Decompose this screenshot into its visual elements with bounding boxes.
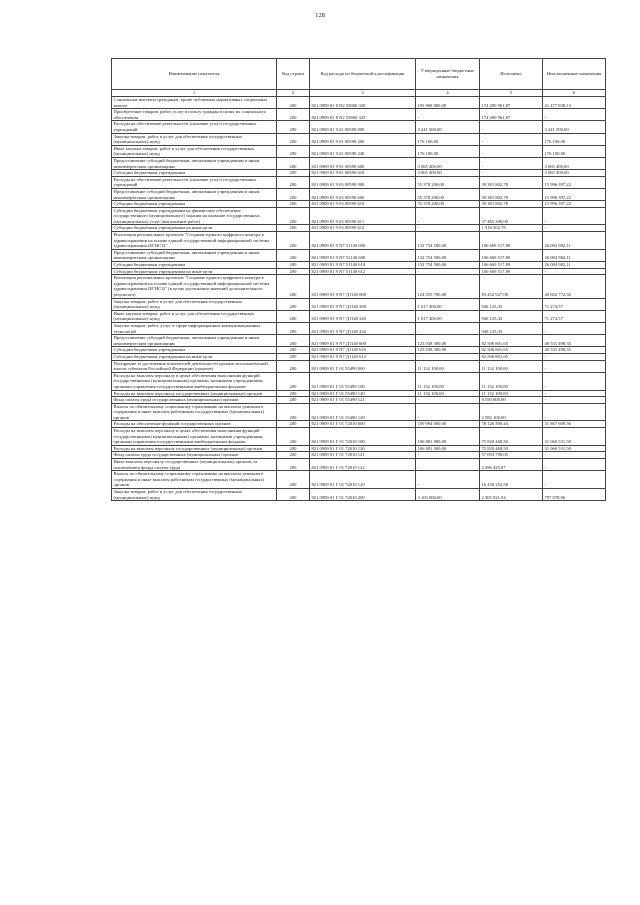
table-row (112, 445, 606, 452)
cell-approved: - (416, 225, 480, 232)
table-row (112, 489, 606, 501)
table-row (112, 176, 606, 188)
table-row (112, 207, 606, 225)
cell-done: - (480, 133, 543, 145)
cell-done: 2 582 100,00 (480, 403, 543, 421)
cell-line-code: 200 (277, 360, 310, 372)
cell-approved: 123 038 300,00 (416, 335, 480, 347)
cell-rest: 26 084 982,11 (543, 262, 606, 269)
cell-kbk: 821 0909 01 8 N2 55860 323 (310, 109, 416, 121)
cell-rest: 3 065 400,00 (543, 157, 606, 169)
cell-approved: 132 754 500,00 (416, 232, 480, 250)
cell-done: 106 669 517,89 (480, 249, 543, 261)
cell-rest: 31 867 609,56 (543, 421, 606, 428)
cell-kbk: 821 0909 01 9 01 00590 200 (310, 133, 416, 145)
table-row (112, 397, 606, 404)
cell-done: 946 125,43 (480, 298, 543, 310)
cell-name: Расходы на обеспечение деятельности (оказание услуг) государственных учреждений (112, 121, 277, 133)
cell-kbk: 821 0909 01 9 03 00590 610 (310, 201, 416, 208)
cell-approved: - (416, 403, 480, 421)
cell-line-code: 200 (277, 403, 310, 421)
cell-approved: - (416, 109, 480, 121)
cell-line-code: 200 (277, 353, 310, 360)
cell-done: 8 550 000,00 (480, 397, 543, 404)
column-numbers-row (112, 90, 606, 97)
cell-approved: - (416, 322, 480, 334)
cell-name: Субсидии бюджетным учреждениям (112, 170, 277, 177)
cell-done: 174 490 961,87 (480, 97, 543, 109)
table-row (112, 121, 606, 133)
cell-line-code: 200 (277, 97, 310, 109)
cell-name: Социальные выплаты гражданам, кроме публичных нормативных социальных выплат (112, 97, 277, 109)
cell-name: Расходы на выплаты персоналу государственных (муниципальных) органов (112, 445, 277, 452)
cell-kbk: 821 0909 01 9 N7 Д1140 240 (310, 310, 416, 322)
page-number: 128 (315, 12, 325, 19)
table-row (112, 459, 606, 471)
table-row (112, 109, 606, 121)
cell-line-code: 200 (277, 489, 310, 501)
cell-done: 39 381 802,78 (480, 201, 543, 208)
table-row (112, 145, 606, 157)
cell-rest: - (543, 452, 606, 459)
table-row (112, 188, 606, 200)
cell-name: Иные закупки товаров, работ и услуг для обеспечения государственных (муниципальных) нужд (112, 145, 277, 157)
cell-rest: 71 274,57 (543, 310, 606, 322)
budget-table (111, 58, 606, 501)
cell-rest: - (543, 322, 606, 334)
cell-done: 16 430 252,58 (480, 471, 543, 489)
cell-name: Иные выплаты персоналу государственных (муниципальных) органов, за исключением фонда оплаты труда (112, 459, 277, 471)
cell-kbk: 821 0909 01 9 01 00590 610 (310, 170, 416, 177)
cell-name: Субсидии бюджетным учреждениям на финансовое обеспечение государственного (муниципального) задания на оказание государственных (муниципальных) услуг (выполнение работ) (112, 207, 277, 225)
cell-rest: 26 084 982,11 (543, 249, 606, 261)
cell-approved: - (416, 353, 480, 360)
table-row (112, 170, 606, 177)
col-number: 5 (480, 90, 543, 97)
cell-line-code: 200 (277, 459, 310, 471)
cell-line-code: 200 (277, 225, 310, 232)
cell-name: Закупка товаров, работ и услуг для обеспечения государственных (муниципальных) нужд (112, 489, 277, 501)
cell-approved: 55 378 200,00 (416, 176, 480, 188)
cell-approved: - (416, 459, 480, 471)
cell-approved: 1 017 400,00 (416, 310, 480, 322)
cell-approved: 123 038 300,00 (416, 347, 480, 354)
table-row (112, 232, 606, 250)
cell-name: Расходы на выплаты персоналу в целях обеспечения выполнения функций государственными (муниципальными) органами, казенными учреждениями, органами управления государственными внебюджетными фондами (112, 428, 277, 446)
cell-rest: 40 531 498,35 (543, 335, 606, 347)
table-row (112, 390, 606, 397)
cell-kbk: 821 0909 01 Г 01 72010 121 (310, 452, 416, 459)
cell-kbk: 821 0909 01 9 N7 Д1140 000 (310, 275, 416, 298)
cell-kbk: 821 0909 01 Г 01 72010 120 (310, 445, 416, 452)
cell-kbk: 821 0909 01 9 01 00590 600 (310, 157, 416, 169)
cell-line-code: 200 (277, 397, 310, 404)
cell-approved: - (416, 471, 480, 489)
cell-done: 82 506 801,65 (480, 353, 543, 360)
cell-done: 2 305 921,94 (480, 489, 543, 501)
cell-line-code: 200 (277, 121, 310, 133)
cell-kbk: 821 0909 01 9 N7 Д1140 610 (310, 347, 416, 354)
cell-kbk: 821 0909 01 Г 01 55490 121 (310, 397, 416, 404)
cell-rest: - (543, 109, 606, 121)
cell-name: Реализация региональных проектов "Создание единого цифрового контура в здравоохранении на основе единой государственной информационной системы здравоохранения (ЕГИСЗ)" (в целях достижения значений дополнительного результата) (112, 275, 277, 298)
cell-line-code: 200 (277, 207, 310, 225)
cell-done: 106 669 517,89 (480, 232, 543, 250)
cell-name: Взносы по обязательному социальному страхованию на выплаты денежного содержания и иные выплаты работникам государственных (муниципальных) органов (112, 403, 277, 421)
cell-name: Субсидии бюджетным учреждениям (112, 262, 277, 269)
cell-name: Расходы на обеспечение функций государственных органов (112, 421, 277, 428)
cell-done: 946 125,43 (480, 310, 543, 322)
cell-name: Субсидии бюджетным учреждениям на иные цели (112, 353, 277, 360)
cell-line-code: 200 (277, 249, 310, 261)
cell-kbk: 821 0909 01 Г 01 72010 122 (310, 459, 416, 471)
cell-done: 82 506 801,65 (480, 347, 543, 354)
cell-done: 1 916 502,78 (480, 225, 543, 232)
cell-approved: 106 881 000,00 (416, 445, 480, 452)
cell-line-code: 200 (277, 170, 310, 177)
cell-rest: - (543, 390, 606, 397)
cell-line-code: 200 (277, 428, 310, 446)
cell-kbk: 821 0909 01 Г 01 72010 000 (310, 421, 416, 428)
cell-rest: 3 241 500,00 (543, 121, 606, 133)
cell-line-code: 200 (277, 298, 310, 310)
table-row (112, 225, 606, 232)
cell-approved: 1 017 400,00 (416, 298, 480, 310)
col-number: 2 (277, 90, 310, 97)
cell-rest: 26 084 982,11 (543, 232, 606, 250)
cell-done: 11 132 100,00 (480, 360, 543, 372)
cell-approved: 132 754 500,00 (416, 249, 480, 261)
cell-approved: 132 754 500,00 (416, 262, 480, 269)
cell-rest: - (543, 225, 606, 232)
cell-name: Расходы на выплаты персоналу в целях обеспечения выполнения функций государственными (муниципальными) органами, казенными учреждениями, органами управления государственными внебюджетными фондами (112, 372, 277, 390)
cell-name: Предоставление субсидий бюджетным, автономным учреждениям и иным некоммерческим организациям (112, 157, 277, 169)
cell-rest: - (543, 397, 606, 404)
cell-approved: 3 103 000,00 (416, 489, 480, 501)
cell-kbk: 821 0909 01 9 N7 51140 600 (310, 249, 416, 261)
cell-name: Фонд оплаты труда государственных (муниципальных) органов (112, 397, 277, 404)
cell-approved: 11 132 100,00 (416, 390, 480, 397)
cell-approved: 11 132 100,00 (416, 360, 480, 372)
cell-name: Субсидии бюджетным учреждениям (112, 347, 277, 354)
table-row (112, 97, 606, 109)
col-number: 4 (416, 90, 480, 97)
cell-line-code: 200 (277, 176, 310, 188)
cell-line-code: 200 (277, 232, 310, 250)
col-number: 1 (112, 90, 277, 97)
cell-name: Поощрение за достижение показателей деятельности органов исполнительной власти субъектов Российской Федерации (грантов) (112, 360, 277, 372)
cell-done: 39 381 802,78 (480, 176, 543, 188)
cell-done: 106 669 517,89 (480, 262, 543, 269)
cell-kbk: 821 0909 01 Г 01 55490 100 (310, 372, 416, 390)
cell-line-code: 200 (277, 390, 310, 397)
cell-line-code: 200 (277, 262, 310, 269)
cell-rest: - (543, 372, 606, 390)
col-number: 3 (310, 90, 416, 97)
cell-done: - (480, 145, 543, 157)
cell-name: Реализация региональных проектов "Создание единого цифрового контура в здравоохранении на основе единой государственной информационной системы здравоохранения (ЕГИСЗ)" (112, 232, 277, 250)
cell-line-code: 200 (277, 109, 310, 121)
cell-kbk: 821 0909 01 9 03 00590 611 (310, 207, 416, 225)
table-row (112, 262, 606, 269)
cell-approved: 3 065 400,00 (416, 157, 480, 169)
cell-rest: 40 602 772,92 (543, 275, 606, 298)
cell-line-code: 200 (277, 445, 310, 452)
cell-line-code: 200 (277, 275, 310, 298)
header-done: Исполнено (480, 59, 543, 90)
cell-done: 83 452 927,08 (480, 275, 543, 298)
table-row (112, 347, 606, 354)
cell-line-code: 200 (277, 452, 310, 459)
table-row (112, 249, 606, 261)
cell-approved: 124 055 700,00 (416, 275, 480, 298)
cell-rest: 15 996 397,22 (543, 201, 606, 208)
cell-done: 37 465 300,00 (480, 207, 543, 225)
cell-kbk: 821 0909 01 Г 01 55490 000 (310, 360, 416, 372)
cell-approved: - (416, 268, 480, 275)
cell-name: Расходы на обеспечение деятельности (оказание услуг) государственных учреждений (112, 176, 277, 188)
cell-line-code: 200 (277, 347, 310, 354)
cell-name: Субсидии бюджетным учреждениям на иные цели (112, 225, 277, 232)
cell-approved: 3 241 500,00 (416, 121, 480, 133)
cell-name: Предоставление субсидий бюджетным, автономным учреждениям и иным некоммерческим организациям (112, 188, 277, 200)
cell-name: Закупка товаров, работ и услуг для обеспечения государственных (муниципальных) нужд (112, 298, 277, 310)
cell-approved: 55 378 200,00 (416, 201, 480, 208)
cell-rest: 15 996 397,22 (543, 188, 606, 200)
cell-kbk: 821 0909 01 9 01 00590 240 (310, 145, 416, 157)
cell-done: 11 132 100,00 (480, 372, 543, 390)
cell-rest: 176 100,00 (543, 145, 606, 157)
cell-name: Взносы по обязательному социальному страхованию на выплаты денежного содержания и иные выплаты работникам государственных (муниципальных) органов (112, 471, 277, 489)
cell-rest: - (543, 353, 606, 360)
cell-line-code: 200 (277, 157, 310, 169)
cell-rest: 40 531 498,35 (543, 347, 606, 354)
table-row (112, 322, 606, 334)
cell-kbk: 821 0909 01 Г 01 72010 200 (310, 489, 416, 501)
header-row (112, 59, 606, 90)
table-row (112, 335, 606, 347)
table-row (112, 268, 606, 275)
cell-rest: 797 078,06 (543, 489, 606, 501)
cell-done: 106 669 517,89 (480, 268, 543, 275)
header-kbk: Код расхода по бюджетной классификации (310, 59, 416, 90)
cell-kbk: 821 0909 01 9 N7 Д1140 242 (310, 322, 416, 334)
table-row (112, 310, 606, 322)
cell-kbk: 821 0909 01 8 N2 55860 320 (310, 97, 416, 109)
cell-rest: - (543, 207, 606, 225)
table-row (112, 275, 606, 298)
cell-done: 75 820 468,50 (480, 428, 543, 446)
cell-name: Расходы на выплаты персоналу государственных (муниципальных) органов (112, 390, 277, 397)
cell-rest: - (543, 268, 606, 275)
table-row (112, 471, 606, 489)
table-row (112, 452, 606, 459)
cell-kbk: 821 0909 01 9 N7 51140 000 (310, 232, 416, 250)
cell-line-code: 200 (277, 310, 310, 322)
cell-approved: 3 065 400,00 (416, 170, 480, 177)
table-row (112, 201, 606, 208)
cell-rest: 21 477 838,13 (543, 97, 606, 109)
cell-name: Иные закупки товаров, работ и услуг для обеспечения государственных (муниципальных) нужд (112, 310, 277, 322)
cell-rest: 15 996 397,22 (543, 176, 606, 188)
cell-rest: - (543, 471, 606, 489)
cell-name: Приобретение товаров, работ, услуг в пользу граждан в целях их социального обеспечения (112, 109, 277, 121)
cell-line-code: 200 (277, 133, 310, 145)
cell-line-code: 200 (277, 201, 310, 208)
cell-approved: - (416, 452, 480, 459)
cell-line-code: 200 (277, 335, 310, 347)
table-row (112, 353, 606, 360)
cell-name: Субсидии бюджетным учреждениям (112, 201, 277, 208)
header-rest: Неисполненные назначения (543, 59, 606, 90)
cell-done: 11 132 100,00 (480, 390, 543, 397)
cell-done: 174 490 961,87 (480, 109, 543, 121)
cell-done: 57 093 790,05 (480, 452, 543, 459)
cell-name: Предоставление субсидий бюджетным, автономным учреждениям и иным некоммерческим организациям (112, 249, 277, 261)
cell-approved: - (416, 397, 480, 404)
cell-done: 2 296 425,87 (480, 459, 543, 471)
cell-kbk: 821 0909 01 9 N7 51140 610 (310, 262, 416, 269)
cell-line-code: 200 (277, 145, 310, 157)
cell-rest: 176 100,00 (543, 133, 606, 145)
cell-kbk: 821 0909 01 9 N7 Д1140 612 (310, 353, 416, 360)
cell-name: Закупка товаров, работ и услуг для обеспечения государственных (муниципальных) нужд (112, 133, 277, 145)
cell-done: 39 381 802,78 (480, 188, 543, 200)
cell-line-code: 200 (277, 188, 310, 200)
cell-kbk: 821 0909 01 9 N7 51140 612 (310, 268, 416, 275)
cell-line-code: 200 (277, 268, 310, 275)
header-name: Наименование показателя (112, 59, 277, 90)
cell-rest: - (543, 459, 606, 471)
cell-approved: 106 881 000,00 (416, 428, 480, 446)
table-row (112, 372, 606, 390)
cell-done: - (480, 170, 543, 177)
cell-kbk: 821 0909 01 9 N7 Д1140 200 (310, 298, 416, 310)
cell-rest: - (543, 360, 606, 372)
cell-approved: 109 994 000,00 (416, 421, 480, 428)
cell-kbk: 821 0909 01 Г 01 72010 100 (310, 428, 416, 446)
cell-line-code: 200 (277, 421, 310, 428)
cell-done: 82 506 801,65 (480, 335, 543, 347)
cell-approved: 11 132 100,00 (416, 372, 480, 390)
cell-kbk: 821 0909 01 Г 01 55490 129 (310, 403, 416, 421)
cell-name: Фонд оплаты труда государственных (муниципальных) органов (112, 452, 277, 459)
col-number: 6 (543, 90, 606, 97)
cell-done: 946 125,43 (480, 322, 543, 334)
table-row (112, 157, 606, 169)
cell-kbk: 821 0909 01 9 01 00590 000 (310, 121, 416, 133)
cell-line-code: 200 (277, 471, 310, 489)
cell-done: - (480, 121, 543, 133)
cell-line-code: 200 (277, 372, 310, 390)
cell-kbk: 821 0909 01 Г 01 72010 129 (310, 471, 416, 489)
header-line-code: Код строки (277, 59, 310, 90)
cell-name: Предоставление субсидий бюджетным, автономным учреждениям и иным некоммерческим организациям (112, 335, 277, 347)
cell-kbk: 821 0909 01 9 03 00590 612 (310, 225, 416, 232)
cell-rest: 71 274,57 (543, 298, 606, 310)
table-row (112, 421, 606, 428)
table-row (112, 428, 606, 446)
cell-name: Закупка товаров, работ, услуг в сфере информационно-коммуникационных технологий (112, 322, 277, 334)
cell-rest: 3 065 400,00 (543, 170, 606, 177)
table-row (112, 298, 606, 310)
cell-rest: - (543, 403, 606, 421)
cell-approved: 176 100,00 (416, 133, 480, 145)
table-row (112, 403, 606, 421)
cell-approved: - (416, 207, 480, 225)
cell-done: 78 126 390,44 (480, 421, 543, 428)
cell-line-code: 200 (277, 322, 310, 334)
cell-kbk: 821 0909 01 9 N7 Д1140 600 (310, 335, 416, 347)
cell-approved: 55 378 200,00 (416, 188, 480, 200)
cell-approved: 195 968 800,00 (416, 97, 480, 109)
cell-rest: 31 060 531,50 (543, 428, 606, 446)
header-approved: Утвержденные бюджетные назначения (416, 59, 480, 90)
table-row (112, 360, 606, 372)
table-row (112, 133, 606, 145)
cell-approved: 176 100,00 (416, 145, 480, 157)
cell-rest: 31 060 531,50 (543, 445, 606, 452)
cell-kbk: 821 0909 01 9 03 00590 000 (310, 176, 416, 188)
cell-kbk: 821 0909 01 9 03 00590 600 (310, 188, 416, 200)
cell-done: 75 820 468,50 (480, 445, 543, 452)
cell-done: - (480, 157, 543, 169)
cell-name: Субсидии бюджетным учреждениям на иные цели (112, 268, 277, 275)
cell-kbk: 821 0909 01 Г 01 55490 120 (310, 390, 416, 397)
